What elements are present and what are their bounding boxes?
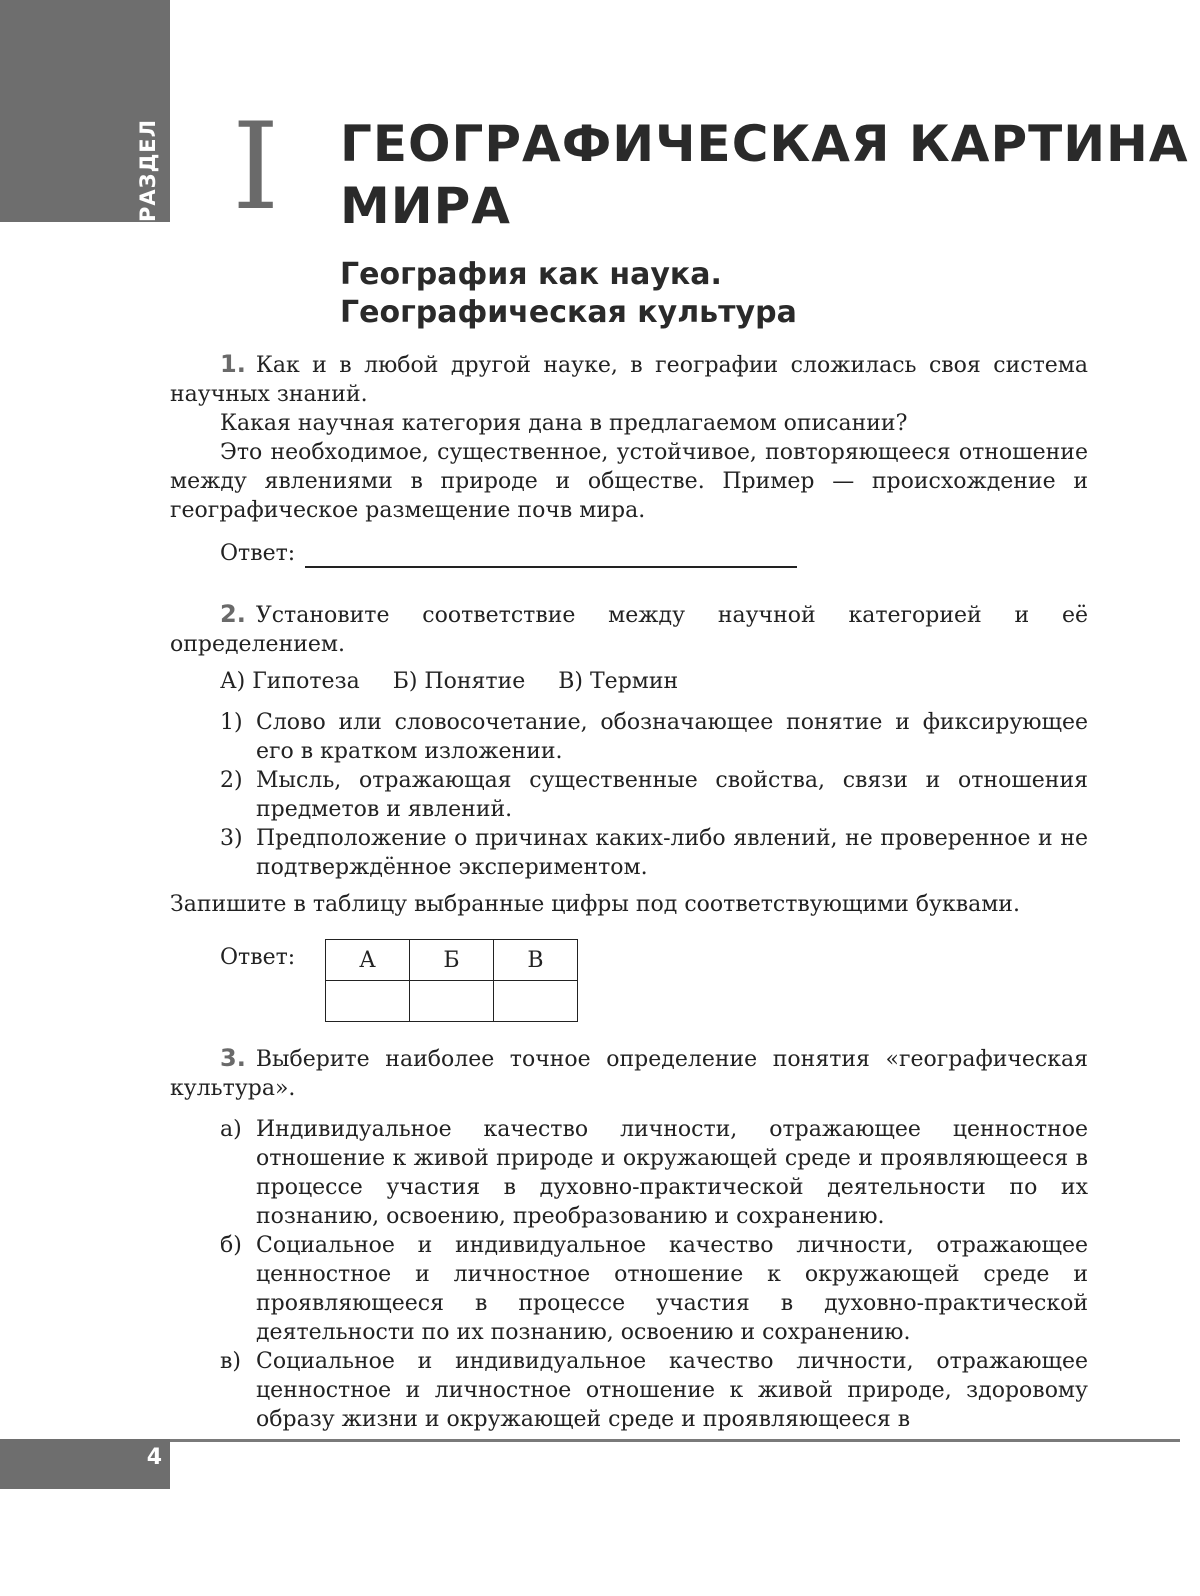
topic-title-line: Географическая культура [340, 295, 797, 330]
list-text: Слово или словосочетание, обозначающее понятие и фиксирующее его в кратком изложении. [256, 710, 1088, 764]
list-text: Социальное и индивидуальное качество личности, отражающее ценностное и личностное отношение к окружающей среде и проявляющееся в процессе участия в духовно-практической деятельности по их познанию, освоению и сохранению. [256, 1233, 1088, 1345]
task-2-definitions [220, 708, 1088, 882]
list-item [220, 766, 1088, 824]
task-2-intro [170, 600, 1088, 659]
task-2-answer [220, 939, 1088, 1022]
task-2-options [220, 667, 1088, 696]
page-content [170, 350, 1088, 1434]
task-1 [170, 350, 1088, 568]
topic-title [340, 256, 1160, 332]
task-1-intro-text: Как и в любой другой науке, в географии сложилась своя система научных знаний. [170, 353, 1088, 407]
list-text: Предположение о причинах каких-либо явлений, не проверенное и не подтверждённое экспериментом. [256, 826, 1088, 880]
answer-label: Ответ: [220, 945, 296, 970]
task-3-choices [220, 1115, 1088, 1434]
list-marker: 1) [220, 710, 243, 735]
section-tab-label: РАЗДЕЛ [136, 118, 160, 222]
page-number: 4 [146, 1445, 162, 1470]
task-number: 1. [220, 350, 246, 378]
section-roman-numeral: I [232, 98, 280, 237]
footer-rule [170, 1439, 1180, 1442]
answer-table-header: А [326, 940, 410, 981]
list-text: Индивидуальное качество личности, отражающее ценностное отношение к живой природе и окружающей среде и проявляющееся в процессе участия в духовно-практической деятельности по их познанию, освоению, преобразованию и сохранению. [256, 1117, 1088, 1229]
task-3 [170, 1044, 1088, 1434]
answer-label: Ответ: [220, 541, 296, 566]
list-item [220, 708, 1088, 766]
option: Б) Понятие [392, 669, 526, 694]
task-1-question: Какая научная категория дана в предлагаемом описании? [220, 411, 908, 436]
list-item [220, 1347, 1088, 1434]
topic-title-line: География как наука. [340, 257, 722, 292]
task-1-answer [220, 539, 1088, 568]
task-1-description: Это необходимое, существенное, устойчивое, повторяющееся отношение между явлениями в природе и обществе. Пример — происхождение и географическое размещение почв мира. [170, 440, 1088, 523]
task-2 [170, 600, 1088, 1022]
answer-table-cell[interactable] [494, 981, 578, 1022]
answer-table-cell[interactable] [410, 981, 494, 1022]
list-item [220, 1115, 1088, 1231]
task-3-intro-text: Выберите наиболее точное определение понятия «географическая культура». [170, 1047, 1088, 1101]
list-marker: а) [220, 1117, 242, 1142]
answer-blank-line[interactable] [305, 544, 797, 568]
list-marker: 2) [220, 768, 243, 793]
answer-table-cell[interactable] [326, 981, 410, 1022]
answer-table-header: Б [410, 940, 494, 981]
list-item [220, 824, 1088, 882]
task-number: 2. [220, 600, 246, 628]
list-marker: 3) [220, 826, 243, 851]
task-1-intro [170, 350, 1088, 409]
list-marker: в) [220, 1349, 241, 1374]
answer-table-header: В [494, 940, 578, 981]
list-text: Социальное и индивидуальное качество личности, отражающее ценностное и личностное отношение к живой природе, здоровому образу жизни и окружающей среде и проявляющееся в [256, 1349, 1088, 1432]
task-number: 3. [220, 1044, 246, 1072]
section-title-line: МИРА [340, 177, 511, 235]
answer-table [325, 939, 578, 1022]
list-item [220, 1231, 1088, 1347]
page-number-box [0, 1439, 170, 1489]
section-title-line: ГЕОГРАФИЧЕСКАЯ КАРТИНА [340, 115, 1189, 173]
list-marker: б) [220, 1233, 242, 1258]
task-3-intro [170, 1044, 1088, 1103]
task-2-intro-text: Установите соответствие между научной категорией и её определением. [170, 603, 1088, 657]
task-2-instruction: Запишите в таблицу выбранные цифры под соответствующими буквами. [170, 892, 1020, 917]
option: В) Термин [558, 669, 679, 694]
section-title [340, 113, 1189, 237]
option: А) Гипотеза [220, 669, 360, 694]
list-text: Мысль, отражающая существенные свойства, связи и отношения предметов и явлений. [256, 768, 1088, 822]
